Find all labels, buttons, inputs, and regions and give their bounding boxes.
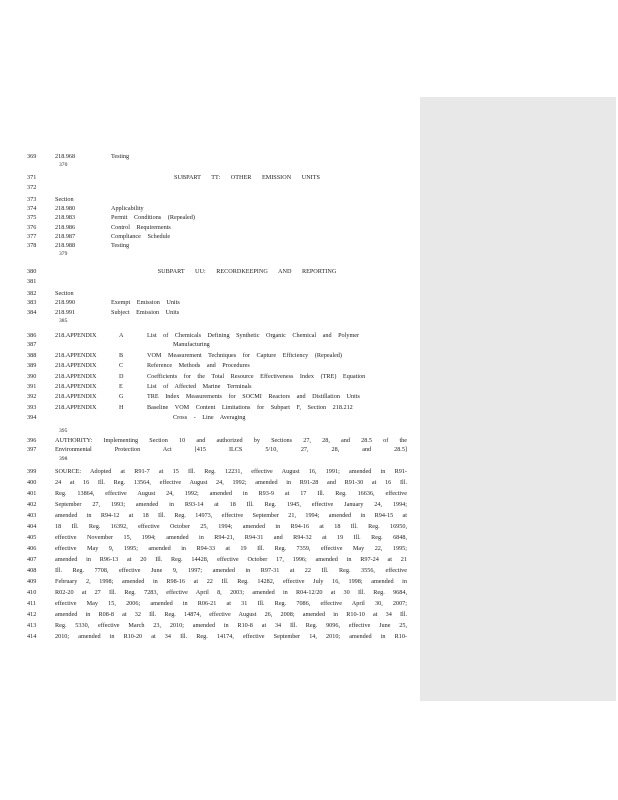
section-title: Baseline VOM Content Limitations for Subpart F, Section 218.212 — [147, 404, 353, 411]
line-number: 389 — [27, 362, 37, 369]
line-number: 402 — [27, 501, 37, 508]
subline-number: 385 — [59, 318, 68, 324]
section-title: Coefficients for the Total Resource Effectiveness Index (TRE) Equation — [147, 373, 366, 380]
section-code: 218.991 — [55, 309, 76, 316]
line-number: 408 — [27, 567, 37, 574]
paragraph-line: 24 at 16 Ill. Reg. 13564, effective August 24, 1992; amended in R91-28 and R91-30 at 16 Ill. — [55, 479, 407, 486]
line-number: 378 — [27, 242, 37, 249]
paragraph-line: amended in R96-13 at 20 Ill. Reg. 14428, effective October 17, 1996; amended in R97-24 at 21 — [55, 556, 407, 563]
paragraph-line: amended in R94-12 at 18 Ill. Reg. 14973, effective September 21, 1994; amended in R94-15 at — [55, 512, 407, 519]
appendix-letter: C — [119, 362, 124, 369]
line-number: 377 — [27, 233, 37, 240]
section-code: 218.APPENDIX — [55, 352, 97, 359]
paragraph-line: 2010; amended in R10-20 at 34 Ill. Reg. 14174, effective September 14, 2010; amended in R10- — [55, 633, 407, 640]
line-number: 406 — [27, 545, 37, 552]
line-number: 375 — [27, 214, 37, 221]
line-number: 412 — [27, 611, 37, 618]
section-code: 218.APPENDIX — [55, 383, 97, 390]
subline-number: 398 — [59, 456, 68, 462]
line-number: 373 — [27, 196, 37, 203]
line-number: 388 — [27, 352, 37, 359]
line-number: 376 — [27, 224, 37, 231]
section-code: 218.983 — [55, 214, 76, 221]
section-title: Testing — [111, 242, 130, 249]
appendix-letter: D — [119, 373, 124, 380]
line-number: 414 — [27, 633, 37, 640]
section-code: Section — [55, 196, 74, 203]
line-number: 396 — [27, 437, 37, 444]
line-number: 369 — [27, 153, 37, 160]
section-code: 218.986 — [55, 224, 76, 231]
section-title: Control Requirements — [111, 224, 171, 231]
line-number: 382 — [27, 290, 37, 297]
paragraph-line: AUTHORITY: Implementing Section 10 and authorized by Sections 27, 28, and 28.5 of the — [55, 437, 407, 444]
subpart-heading: SUBPART TT: OTHER EMISSION UNITS — [174, 174, 320, 181]
comment-pane[interactable] — [420, 97, 616, 701]
section-code: 218.APPENDIX — [55, 373, 97, 380]
paragraph-line: R02-20 at 27 Ill. Reg. 7283, effective April 8, 2003; amended in R04-12/20 at 30 Ill. Reg. 9684, — [55, 589, 407, 596]
line-number: 409 — [27, 578, 37, 585]
paragraph-line: amended in R08-8 at 32 Ill. Reg. 14874, effective August 26, 2008; amended in R10-10 at 34 Ill. — [55, 611, 407, 618]
paragraph-line: Reg. 5330, effective March 23, 2010; amended in R10-8 at 34 Ill. Reg. 9096, effective June 25, — [55, 622, 407, 629]
line-number: 390 — [27, 373, 37, 380]
section-title: Reference Methods and Procedures — [147, 362, 250, 369]
section-title: Permit Conditions (Repealed) — [111, 214, 195, 221]
line-number: 403 — [27, 512, 37, 519]
line-number: 392 — [27, 393, 37, 400]
section-title: List of Affected Marine Terminals — [147, 383, 252, 390]
section-code: 218.990 — [55, 299, 76, 306]
line-number: 380 — [27, 268, 37, 275]
section-code: Section — [55, 290, 74, 297]
paragraph-line: September 27, 1993; amended in R93-14 at 18 Ill. Reg. 1945, effective January 24, 1994; — [55, 501, 407, 508]
section-code: 218.APPENDIX — [55, 404, 97, 411]
section-title: Manufacturing — [173, 341, 210, 348]
section-title: TRE Index Measurements for SOCMI Reactors and Distillation Units — [147, 393, 360, 400]
appendix-letter: A — [119, 332, 124, 339]
line-number: 407 — [27, 556, 37, 563]
section-code: 218.APPENDIX — [55, 332, 97, 339]
section-title: Compliance Schedule — [111, 233, 171, 240]
paragraph-line: Ill. Reg. 7708, effective June 9, 1997; amended in R97-31 at 22 Ill. Reg. 3556, effective — [55, 567, 407, 574]
line-number: 374 — [27, 205, 37, 212]
line-number: 397 — [27, 446, 37, 453]
line-number: 371 — [27, 174, 37, 181]
appendix-letter: E — [119, 383, 123, 390]
paragraph-line: Reg. 13864, effective August 24, 1992; amended in R93-9 at 17 Ill. Reg. 16636, effective — [55, 490, 407, 497]
line-number: 387 — [27, 341, 37, 348]
section-title: Exempt Emission Units — [111, 299, 180, 306]
line-number: 384 — [27, 309, 37, 316]
section-code: 218.APPENDIX — [55, 362, 97, 369]
section-code: 218.988 — [55, 242, 76, 249]
paragraph-line: effective May 15, 2006; amended in R06-21 at 31 Ill. Reg. 7086, effective April 30, 2007; — [55, 600, 407, 607]
line-number: 399 — [27, 468, 37, 475]
subline-number: 395 — [59, 428, 68, 434]
line-number: 404 — [27, 523, 37, 530]
line-number: 410 — [27, 589, 37, 596]
section-title: List of Chemicals Defining Synthetic Organic Chemical and Polymer — [147, 332, 360, 339]
line-number: 401 — [27, 490, 37, 497]
section-code: 218.980 — [55, 205, 76, 212]
section-code: 218.APPENDIX — [55, 393, 97, 400]
line-number: 400 — [27, 479, 37, 486]
section-title: Subject Emission Units — [111, 309, 180, 316]
line-number: 413 — [27, 622, 37, 629]
section-title: VOM Measurement Techniques for Capture Efficiency (Repealed) — [147, 352, 342, 359]
appendix-letter: B — [119, 352, 124, 359]
paragraph-line: effective November 15, 1994; amended in R94-21, R94-31 and R94-32 at 19 Ill. Reg. 6848, — [55, 534, 407, 541]
line-number: 394 — [27, 414, 37, 421]
section-title: Applicability — [111, 205, 144, 212]
line-number: 381 — [27, 278, 37, 285]
section-title: Cross - Line Averaging — [173, 414, 246, 421]
line-number: 405 — [27, 534, 37, 541]
line-number: 411 — [27, 600, 37, 607]
section-code: 218.968 — [55, 153, 76, 160]
subline-number: 370 — [59, 162, 68, 168]
paragraph-line: 18 Ill. Reg. 16392, effective October 25, 1994; amended in R94-16 at 18 Ill. Reg. 16950, — [55, 523, 407, 530]
line-number: 391 — [27, 383, 37, 390]
paragraph-line: SOURCE: Adopted at R91-7 at 15 Ill. Reg. 12231, effective August 16, 1991; amended in R91- — [55, 468, 407, 475]
appendix-letter: H — [119, 404, 124, 411]
subpart-heading: SUBPART UU: RECORDKEEPING AND REPORTING — [157, 268, 337, 275]
section-title: Testing — [111, 153, 130, 160]
line-number: 393 — [27, 404, 37, 411]
line-number: 372 — [27, 184, 37, 191]
line-number: 383 — [27, 299, 37, 306]
appendix-letter: G — [119, 393, 124, 400]
section-code: 218.987 — [55, 233, 76, 240]
paragraph-line: February 2, 1998; amended in R98-16 at 22 Ill. Reg. 14282, effective July 16, 1998; amended in — [55, 578, 407, 585]
paragraph-line: Environmental Protection Act [415 ILCS 5/10, 27, 28, and 28.5] — [55, 446, 407, 453]
line-number: 386 — [27, 332, 37, 339]
subline-number: 379 — [59, 251, 68, 257]
paragraph-line: effective May 9, 1995; amended in R94-33 at 19 Ill. Reg. 7359, effective May 22, 1995; — [55, 545, 407, 552]
